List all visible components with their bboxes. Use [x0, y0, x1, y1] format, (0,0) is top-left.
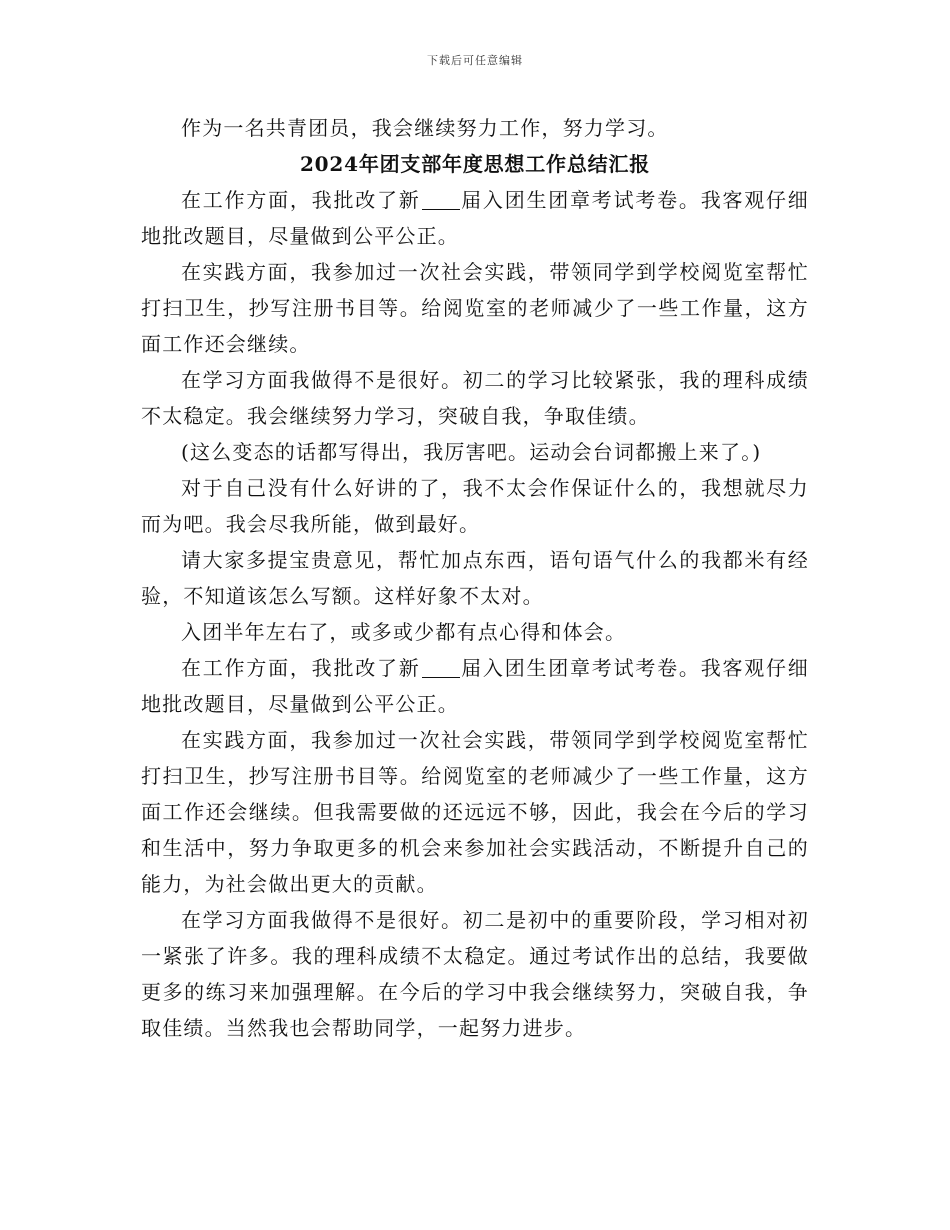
paragraph-half-year: 入团半年左右了，或多或少都有点心得和体会。 — [181, 620, 627, 644]
paragraph-work-before: 在工作方面，我批改了新 — [181, 188, 421, 212]
paragraph-study: 在学习方面我做得不是很好。初二的学习比较紧张，我的理科成绩不太稳定。我会继续努力学习，突破自我，争取佳绩。 — [141, 368, 809, 428]
paragraph-request: 请大家多提宝贵意见，帮忙加点东西，语句语气什么的我都米有经验，不知道该怎么写额。这样好象不太对。 — [141, 548, 809, 608]
paragraph-study-2: 在学习方面我做得不是很好。初二是初中的重要阶段，学习相对初一紧张了许多。我的理科成绩不太稳定。通过考试作出的总结，我要做更多的练习来加强理解。在今后的学习中我会继续努力，突破自我，争取佳绩。当然我也会帮助同学，一起努力进步。 — [141, 908, 809, 1040]
fill-blank — [422, 189, 460, 210]
paragraph-work-2-after: 届入团生团章考试考卷。我客观仔细地批改题目，尽量做到公平公正。 — [141, 656, 810, 716]
paragraph-practice-2: 在实践方面，我参加过一次社会实践，带领同学到学校阅览室帮忙打扫卫生，抄写注册书目等。给阅览室的老师减少了一些工作量，这方面工作还会继续。但我需要做的还远远不够，因此，我会在今后的学习和生活中，努力争取更多的机会来参加社会实践活动，不断提升自己的能力，为社会做出更大的贡献。 — [141, 728, 809, 896]
paragraph-work-2 — [141, 650, 809, 722]
paragraph-work — [141, 182, 809, 254]
fill-blank — [422, 657, 460, 678]
paragraph-self: 对于自己没有什么好讲的了，我不太会作保证什么的，我想就尽力而为吧。我会尽我所能，做到最好。 — [141, 476, 809, 536]
document-body — [141, 110, 809, 1046]
paragraph-intro: 作为一名共青团员，我会继续努力工作，努力学习。 — [181, 116, 669, 140]
document-title: 2024年团支部年度思想工作总结汇报 — [299, 152, 651, 176]
paragraph-work-after: 届入团生团章考试考卷。我客观仔细地批改题目，尽量做到公平公正。 — [141, 188, 810, 248]
page-header: 下载后可任意编辑 — [427, 54, 523, 67]
paragraph-practice: 在实践方面，我参加过一次社会实践，带领同学到学校阅览室帮忙打扫卫生，抄写注册书目等。给阅览室的老师减少了一些工作量，这方面工作还会继续。 — [141, 260, 809, 356]
paragraph-work-2-before: 在工作方面，我批改了新 — [181, 656, 421, 680]
paragraph-aside: (这么变态的话都写得出，我厉害吧。运动会台词都搬上来了。) — [181, 440, 762, 464]
